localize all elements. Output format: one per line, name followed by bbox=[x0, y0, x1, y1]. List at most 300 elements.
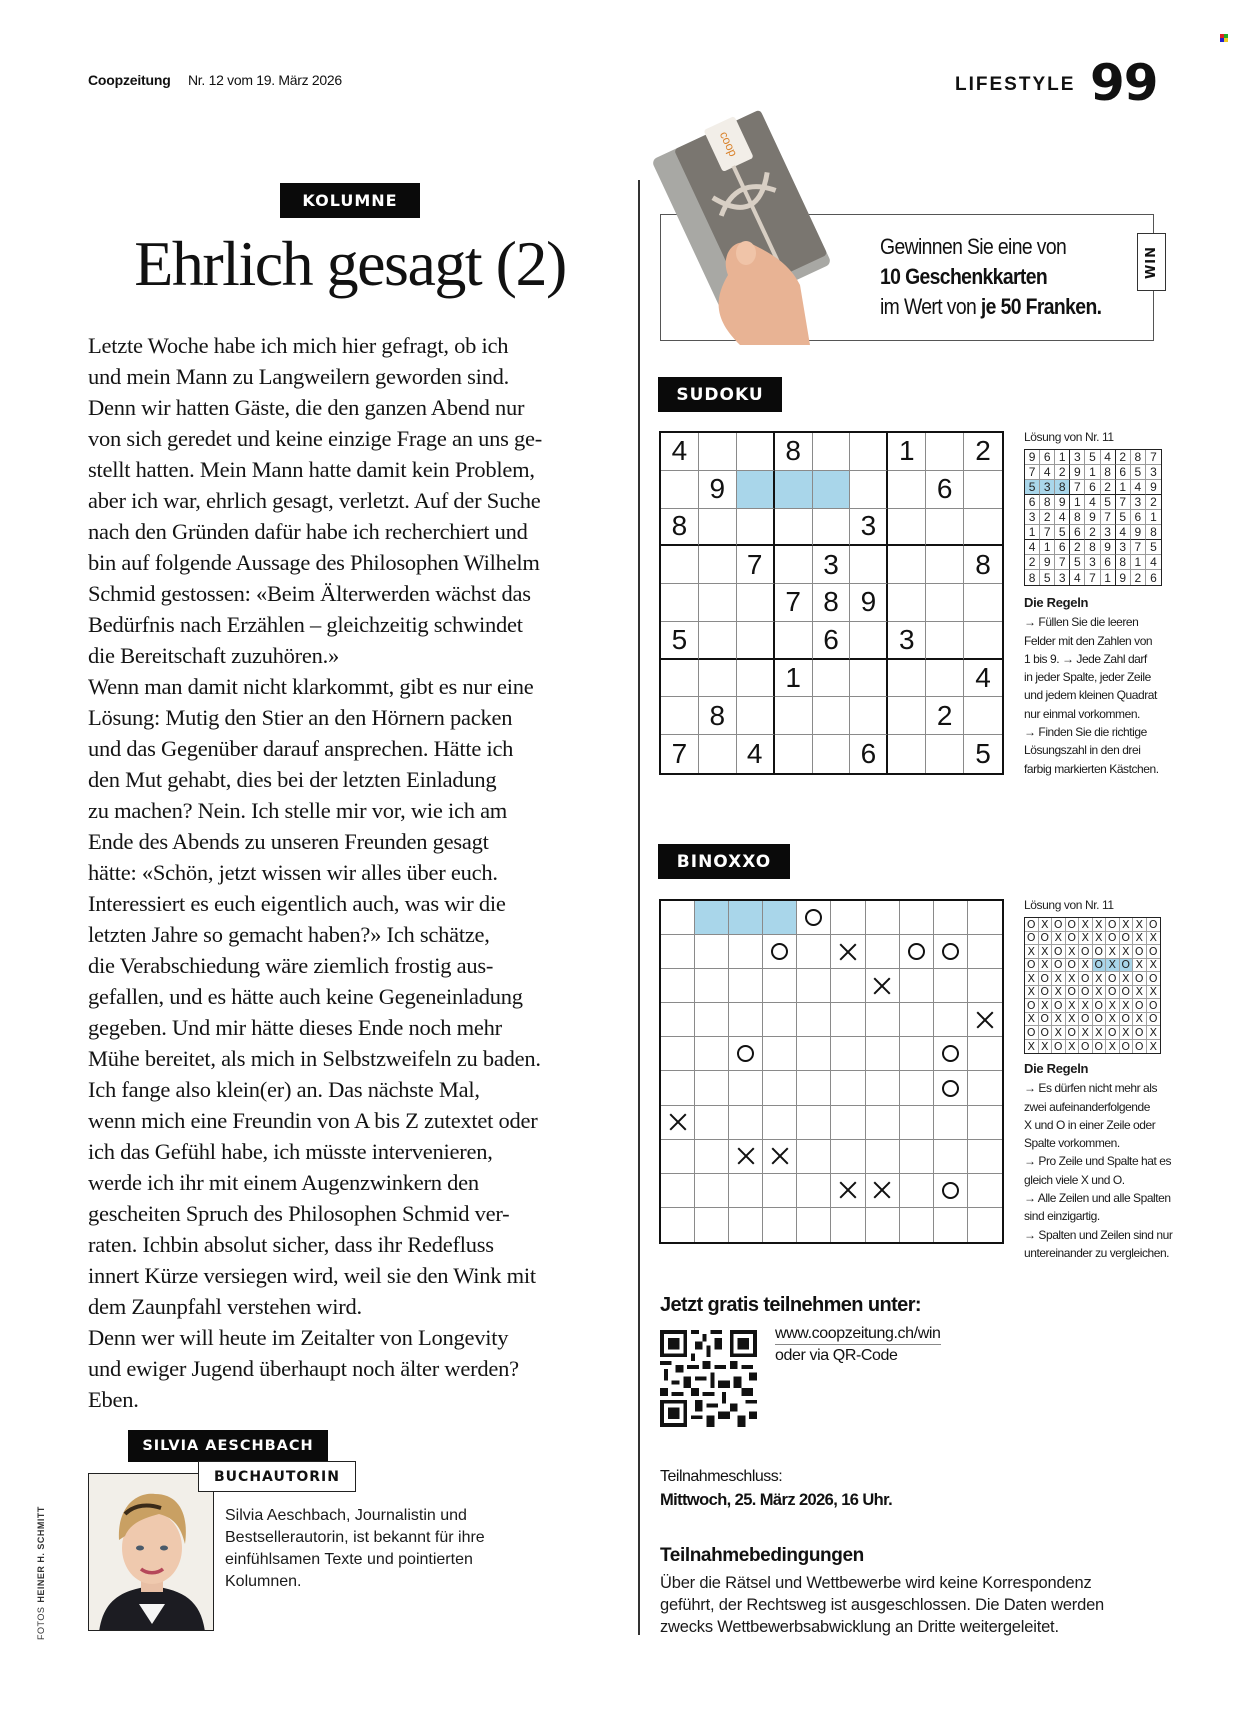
sudoku-cell[interactable] bbox=[775, 622, 813, 660]
binoxxo-solution-cell: X bbox=[1133, 986, 1147, 1000]
sudoku-grid[interactable] bbox=[659, 431, 1004, 775]
sudoku-cell[interactable] bbox=[699, 546, 737, 584]
sudoku-cell[interactable]: 8 bbox=[699, 697, 737, 735]
binoxxo-cell[interactable] bbox=[831, 1003, 865, 1037]
binoxxo-cell[interactable] bbox=[797, 1003, 831, 1037]
binoxxo-cell[interactable] bbox=[900, 1003, 934, 1037]
sudoku-solution-cell: 9 bbox=[1055, 495, 1070, 510]
binoxxo-cell[interactable] bbox=[934, 935, 968, 969]
sudoku-cell[interactable] bbox=[813, 471, 851, 509]
sudoku-cell[interactable] bbox=[850, 697, 888, 735]
sudoku-cell[interactable] bbox=[775, 735, 813, 773]
binoxxo-cell[interactable] bbox=[729, 969, 763, 1003]
sudoku-cell[interactable] bbox=[888, 546, 926, 584]
binoxxo-solution-cell: X bbox=[1052, 986, 1066, 1000]
binoxxo-solution-cell: O bbox=[1133, 999, 1147, 1013]
binoxxo-cell[interactable] bbox=[968, 1208, 1002, 1242]
sudoku-cell[interactable] bbox=[737, 697, 775, 735]
binoxxo-cell[interactable] bbox=[661, 901, 695, 935]
binoxxo-solution-cell: O bbox=[1133, 1026, 1147, 1040]
binoxxo-cell[interactable] bbox=[661, 1003, 695, 1037]
binoxxo-solution-cell: O bbox=[1120, 1013, 1134, 1027]
sudoku-cell[interactable] bbox=[926, 660, 964, 698]
sudoku-cell[interactable] bbox=[926, 622, 964, 660]
binoxxo-cell[interactable] bbox=[968, 901, 1002, 935]
binoxxo-cell[interactable] bbox=[661, 1208, 695, 1242]
binoxxo-solution-cell: X bbox=[1039, 999, 1053, 1013]
binoxxo-solution-cell: X bbox=[1052, 1026, 1066, 1040]
sudoku-cell[interactable]: 6 bbox=[850, 735, 888, 773]
rule-line: → Es dürfen nicht mehr als bbox=[1024, 1081, 1158, 1096]
binoxxo-solution-cell: O bbox=[1147, 945, 1161, 959]
sudoku-solution-cell: 2 bbox=[1146, 495, 1161, 510]
binoxxo-solution-cell: X bbox=[1106, 945, 1120, 959]
sudoku-cell[interactable]: 7 bbox=[661, 735, 699, 773]
binoxxo-solution-cell: X bbox=[1093, 918, 1107, 932]
binoxxo-solution-cell: X bbox=[1093, 972, 1107, 986]
sudoku-cell[interactable]: 4 bbox=[737, 735, 775, 773]
binoxxo-cell[interactable] bbox=[729, 901, 763, 935]
binoxxo-cell[interactable] bbox=[695, 1174, 729, 1208]
binoxxo-solution-cell: X bbox=[1039, 1040, 1053, 1054]
binoxxo-solution-cell: X bbox=[1120, 918, 1134, 932]
sudoku-cell[interactable]: 7 bbox=[737, 546, 775, 584]
binoxxo-cell[interactable] bbox=[866, 1140, 900, 1174]
binoxxo-cell[interactable] bbox=[695, 1037, 729, 1071]
binoxxo-cell[interactable] bbox=[763, 1106, 797, 1140]
sudoku-cell[interactable] bbox=[775, 546, 813, 584]
qr-code-icon[interactable] bbox=[660, 1330, 757, 1427]
binoxxo-cell[interactable] bbox=[763, 1071, 797, 1105]
terms-line: Über die Rätsel und Wettbewerbe wird keine Korrespondenz bbox=[660, 1574, 1092, 1592]
sudoku-cell[interactable]: 4 bbox=[661, 433, 699, 471]
binoxxo-cell[interactable] bbox=[900, 1208, 934, 1242]
sudoku-cell[interactable] bbox=[850, 660, 888, 698]
sudoku-cell[interactable] bbox=[850, 546, 888, 584]
binoxxo-cell[interactable] bbox=[934, 1174, 968, 1208]
binoxxo-solution-cell: O bbox=[1106, 986, 1120, 1000]
binoxxo-cell[interactable] bbox=[968, 969, 1002, 1003]
cross-mark-icon bbox=[839, 1181, 857, 1199]
binoxxo-solution-cell: X bbox=[1106, 999, 1120, 1013]
sudoku-cell[interactable] bbox=[699, 509, 737, 547]
sudoku-cell[interactable] bbox=[926, 433, 964, 471]
sudoku-solution-cell: 5 bbox=[1040, 570, 1055, 585]
binoxxo-solution-cell: X bbox=[1093, 932, 1107, 946]
sudoku-solution-grid bbox=[1024, 449, 1162, 586]
sudoku-cell[interactable]: 3 bbox=[813, 546, 851, 584]
sudoku-cell[interactable]: 4 bbox=[964, 660, 1002, 698]
binoxxo-solution-cell: O bbox=[1052, 999, 1066, 1013]
sudoku-cell[interactable] bbox=[699, 584, 737, 622]
article-line: Lösung: Mutig den Stier an den Hörnern packen bbox=[88, 705, 513, 730]
sudoku-cell[interactable] bbox=[813, 433, 851, 471]
binoxxo-solution-cell: O bbox=[1106, 972, 1120, 986]
article-line: zu machen? Nein. Ich stelle mir vor, wie ich am bbox=[88, 798, 508, 823]
sudoku-cell[interactable] bbox=[737, 622, 775, 660]
photo-credit: FOTOSHEINER H. SCHMITT bbox=[36, 1506, 46, 1640]
cross-mark-icon bbox=[976, 1011, 994, 1029]
sudoku-cell[interactable] bbox=[699, 622, 737, 660]
sudoku-cell[interactable]: 1 bbox=[888, 433, 926, 471]
circle-mark-icon bbox=[737, 1045, 754, 1062]
binoxxo-cell[interactable] bbox=[763, 1208, 797, 1242]
binoxxo-solution-cell: O bbox=[1147, 999, 1161, 1013]
binoxxo-solution-cell: X bbox=[1120, 1026, 1134, 1040]
sudoku-solution-cell: 7 bbox=[1040, 525, 1055, 540]
sudoku-solution-cell: 4 bbox=[1070, 570, 1085, 585]
binoxxo-cell[interactable] bbox=[934, 901, 968, 935]
sudoku-solution-cell: 3 bbox=[1070, 450, 1085, 465]
binoxxo-cell[interactable] bbox=[661, 969, 695, 1003]
binoxxo-cell[interactable] bbox=[763, 1037, 797, 1071]
binoxxo-cell[interactable] bbox=[729, 935, 763, 969]
binoxxo-cell[interactable] bbox=[866, 901, 900, 935]
sudoku-cell[interactable]: 5 bbox=[661, 622, 699, 660]
binoxxo-solution-cell: X bbox=[1147, 986, 1161, 1000]
binoxxo-cell[interactable] bbox=[729, 1037, 763, 1071]
binoxxo-cell[interactable] bbox=[968, 935, 1002, 969]
page-number: 99 bbox=[1090, 54, 1158, 112]
sudoku-solution-cell: 2 bbox=[1101, 480, 1116, 495]
sudoku-cell[interactable] bbox=[737, 471, 775, 509]
binoxxo-cell[interactable] bbox=[695, 1071, 729, 1105]
binoxxo-solution-cell: O bbox=[1093, 999, 1107, 1013]
sudoku-cell[interactable] bbox=[964, 584, 1002, 622]
binoxxo-solution-cell: O bbox=[1052, 959, 1066, 973]
sudoku-solution-cell: 6 bbox=[1055, 540, 1070, 555]
binoxxo-solution-cell: O bbox=[1106, 932, 1120, 946]
sudoku-cell[interactable]: 3 bbox=[888, 622, 926, 660]
sudoku-cell[interactable] bbox=[850, 433, 888, 471]
sudoku-label: SUDOKU bbox=[658, 377, 782, 412]
binoxxo-cell[interactable] bbox=[900, 1037, 934, 1071]
sudoku-cell[interactable] bbox=[661, 660, 699, 698]
sudoku-cell[interactable]: 9 bbox=[850, 584, 888, 622]
binoxxo-cell[interactable] bbox=[763, 969, 797, 1003]
binoxxo-solution-cell: X bbox=[1093, 986, 1107, 1000]
article-line: Eben. bbox=[88, 1387, 139, 1412]
binoxxo-cell[interactable] bbox=[900, 1071, 934, 1105]
binoxxo-cell[interactable] bbox=[968, 1106, 1002, 1140]
sudoku-solution-cell: 7 bbox=[1116, 495, 1131, 510]
sudoku-solution-cell: 5 bbox=[1070, 555, 1085, 570]
sudoku-solution-cell: 1 bbox=[1070, 495, 1085, 510]
sudoku-cell[interactable] bbox=[964, 697, 1002, 735]
sudoku-solution-cell: 3 bbox=[1116, 540, 1131, 555]
binoxxo-grid[interactable] bbox=[659, 899, 1004, 1244]
binoxxo-rules bbox=[1024, 1060, 1184, 1262]
rule-line: X und O in einer Zeile oder bbox=[1024, 1117, 1156, 1132]
binoxxo-cell[interactable] bbox=[797, 901, 831, 935]
binoxxo-cell[interactable] bbox=[831, 901, 865, 935]
binoxxo-cell[interactable] bbox=[934, 969, 968, 1003]
binoxxo-cell[interactable] bbox=[968, 1071, 1002, 1105]
binoxxo-cell[interactable] bbox=[900, 1106, 934, 1140]
sudoku-cell[interactable] bbox=[888, 735, 926, 773]
binoxxo-cell[interactable] bbox=[797, 935, 831, 969]
sudoku-solution-cell: 4 bbox=[1025, 540, 1040, 555]
sudoku-cell[interactable]: 7 bbox=[775, 584, 813, 622]
sudoku-solution-cell: 8 bbox=[1040, 495, 1055, 510]
binoxxo-solution-cell: O bbox=[1120, 1040, 1134, 1054]
rule-line: → Alle Zeilen und alle Spalten bbox=[1024, 1191, 1171, 1206]
binoxxo-solution-cell: O bbox=[1066, 932, 1080, 946]
article-line: dem Zaunpfahl verstehen wird. bbox=[88, 1294, 362, 1319]
sudoku-solution-cell: 1 bbox=[1101, 570, 1116, 585]
binoxxo-solution-cell: X bbox=[1066, 1040, 1080, 1054]
binoxxo-cell[interactable] bbox=[661, 935, 695, 969]
sudoku-cell[interactable]: 8 bbox=[964, 546, 1002, 584]
sudoku-cell[interactable] bbox=[964, 471, 1002, 509]
binoxxo-cell[interactable] bbox=[763, 901, 797, 935]
article-line: Bedürfnis nach Erzählen – gleichzeitig schwindet bbox=[88, 612, 523, 637]
binoxxo-cell[interactable] bbox=[763, 1140, 797, 1174]
binoxxo-cell[interactable] bbox=[968, 1174, 1002, 1208]
article-line: gefallen, und es hätte auch keine Gegeneinladung bbox=[88, 984, 523, 1009]
binoxxo-cell[interactable] bbox=[695, 935, 729, 969]
sudoku-solution-cell: 9 bbox=[1101, 540, 1116, 555]
sudoku-cell[interactable]: 8 bbox=[775, 433, 813, 471]
binoxxo-cell[interactable] bbox=[729, 1003, 763, 1037]
sudoku-cell[interactable] bbox=[661, 546, 699, 584]
article-line: und ewiger Jugend überhaupt noch älter werden? bbox=[88, 1356, 519, 1381]
sudoku-cell[interactable] bbox=[699, 735, 737, 773]
sudoku-cell[interactable] bbox=[813, 735, 851, 773]
binoxxo-cell[interactable] bbox=[831, 1174, 865, 1208]
binoxxo-cell[interactable] bbox=[934, 1071, 968, 1105]
binoxxo-cell[interactable] bbox=[934, 1037, 968, 1071]
sudoku-cell[interactable] bbox=[888, 660, 926, 698]
sudoku-solution-cell: 2 bbox=[1131, 570, 1146, 585]
article-line: Denn wir hatten Gäste, die den ganzen Abend nur bbox=[88, 395, 525, 420]
sudoku-solution-cell: 1 bbox=[1131, 555, 1146, 570]
binoxxo-cell[interactable] bbox=[695, 969, 729, 1003]
binoxxo-solution-cell: X bbox=[1039, 959, 1053, 973]
sudoku-cell[interactable] bbox=[737, 433, 775, 471]
binoxxo-cell[interactable] bbox=[831, 1071, 865, 1105]
sudoku-cell[interactable] bbox=[850, 471, 888, 509]
binoxxo-cell[interactable] bbox=[797, 1037, 831, 1071]
article-body bbox=[88, 330, 628, 1415]
binoxxo-cell[interactable] bbox=[661, 1071, 695, 1105]
sudoku-cell[interactable] bbox=[888, 697, 926, 735]
sudoku-cell[interactable]: 1 bbox=[775, 660, 813, 698]
binoxxo-cell[interactable] bbox=[729, 1071, 763, 1105]
binoxxo-cell[interactable] bbox=[900, 935, 934, 969]
binoxxo-solution-cell: O bbox=[1120, 986, 1134, 1000]
binoxxo-cell[interactable] bbox=[797, 1140, 831, 1174]
sudoku-rules-title: Die Regeln bbox=[1024, 595, 1089, 610]
rule-line: untereinander zu vergleichen. bbox=[1024, 1245, 1170, 1260]
sudoku-cell[interactable] bbox=[926, 509, 964, 547]
sudoku-cell[interactable]: 2 bbox=[964, 433, 1002, 471]
deadline-label: Teilnahmeschluss: bbox=[660, 1468, 783, 1485]
sudoku-cell[interactable] bbox=[775, 509, 813, 547]
rule-line: 1 bis 9. → Jede Zahl darf bbox=[1024, 651, 1147, 666]
binoxxo-solution-cell: O bbox=[1025, 932, 1039, 946]
binoxxo-cell[interactable] bbox=[968, 1003, 1002, 1037]
binoxxo-cell[interactable] bbox=[968, 1140, 1002, 1174]
column-label: KOLUMNE bbox=[280, 183, 420, 218]
binoxxo-solution-cell: O bbox=[1025, 1026, 1039, 1040]
binoxxo-solution-cell: O bbox=[1066, 986, 1080, 1000]
sudoku-cell[interactable] bbox=[850, 622, 888, 660]
sudoku-cell[interactable] bbox=[661, 584, 699, 622]
binoxxo-cell[interactable] bbox=[866, 1003, 900, 1037]
rule-line: → Füllen Sie die leeren bbox=[1024, 615, 1139, 630]
binoxxo-cell[interactable] bbox=[729, 1208, 763, 1242]
binoxxo-cell[interactable] bbox=[729, 1140, 763, 1174]
rule-line: in jeder Spalte, jeder Zeile bbox=[1024, 670, 1151, 685]
sudoku-cell[interactable] bbox=[813, 509, 851, 547]
binoxxo-cell[interactable] bbox=[695, 1208, 729, 1242]
sudoku-solution-cell: 4 bbox=[1101, 450, 1116, 465]
binoxxo-cell[interactable] bbox=[866, 1106, 900, 1140]
sudoku-solution-cell: 6 bbox=[1085, 480, 1100, 495]
binoxxo-cell[interactable] bbox=[797, 1208, 831, 1242]
binoxxo-cell[interactable] bbox=[866, 1037, 900, 1071]
article-line: letzten Jahre so gemacht haben?» Ich schätze, bbox=[88, 922, 490, 947]
sudoku-cell[interactable] bbox=[737, 509, 775, 547]
binoxxo-cell[interactable] bbox=[763, 1003, 797, 1037]
cross-mark-icon bbox=[873, 977, 891, 995]
article-line: und mein Mann zu Langweilern geworden sind. bbox=[88, 364, 510, 389]
sudoku-cell[interactable] bbox=[888, 584, 926, 622]
binoxxo-cell[interactable] bbox=[729, 1106, 763, 1140]
binoxxo-cell[interactable] bbox=[695, 1106, 729, 1140]
sudoku-cell[interactable] bbox=[964, 622, 1002, 660]
article-line: nach den Gründen dafür habe ich recherchiert und bbox=[88, 519, 528, 544]
binoxxo-cell[interactable] bbox=[695, 1140, 729, 1174]
binoxxo-cell[interactable] bbox=[934, 1208, 968, 1242]
sudoku-solution-cell: 4 bbox=[1085, 495, 1100, 510]
sudoku-solution-cell: 4 bbox=[1116, 525, 1131, 540]
binoxxo-cell[interactable] bbox=[661, 1037, 695, 1071]
sudoku-cell[interactable]: 9 bbox=[699, 471, 737, 509]
binoxxo-cell[interactable] bbox=[695, 1003, 729, 1037]
binoxxo-cell[interactable] bbox=[763, 1174, 797, 1208]
binoxxo-cell[interactable] bbox=[934, 1140, 968, 1174]
binoxxo-cell[interactable] bbox=[831, 1106, 865, 1140]
binoxxo-cell[interactable] bbox=[695, 901, 729, 935]
sudoku-cell[interactable] bbox=[813, 660, 851, 698]
sudoku-cell[interactable] bbox=[926, 584, 964, 622]
rule-line: nur einmal vorkommen. bbox=[1024, 706, 1140, 721]
sudoku-cell[interactable] bbox=[661, 697, 699, 735]
terms-line: zwecks Wettbewerbsabwicklung an Dritte weitergeleitet. bbox=[660, 1618, 1059, 1636]
sudoku-solution-cell: 3 bbox=[1055, 570, 1070, 585]
binoxxo-cell[interactable] bbox=[934, 1003, 968, 1037]
binoxxo-cell[interactable] bbox=[797, 969, 831, 1003]
binoxxo-cell[interactable] bbox=[968, 1037, 1002, 1071]
binoxxo-solution-cell: O bbox=[1079, 1013, 1093, 1027]
binoxxo-cell[interactable] bbox=[831, 1140, 865, 1174]
binoxxo-cell[interactable] bbox=[866, 1071, 900, 1105]
rule-line: gleich viele X und O. bbox=[1024, 1172, 1125, 1187]
sudoku-cell[interactable] bbox=[813, 697, 851, 735]
binoxxo-cell[interactable] bbox=[763, 935, 797, 969]
binoxxo-solution-cell: X bbox=[1147, 932, 1161, 946]
sudoku-cell[interactable]: 6 bbox=[926, 471, 964, 509]
sudoku-solution-cell: 9 bbox=[1146, 480, 1161, 495]
sudoku-cell[interactable] bbox=[661, 471, 699, 509]
article-line: Wenn man damit nicht klarkommt, gibt es nur eine bbox=[88, 674, 534, 699]
binoxxo-solution-cell: O bbox=[1039, 986, 1053, 1000]
sudoku-cell[interactable] bbox=[926, 735, 964, 773]
sudoku-cell[interactable] bbox=[699, 433, 737, 471]
binoxxo-cell[interactable] bbox=[729, 1174, 763, 1208]
article-line: Denn wer will heute im Zeitalter von Longevity bbox=[88, 1325, 509, 1350]
article-line: aber ich war, ehrlich gesagt, verletzt. Auf der Suche bbox=[88, 488, 541, 513]
binoxxo-cell[interactable] bbox=[661, 1174, 695, 1208]
binoxxo-cell[interactable] bbox=[866, 935, 900, 969]
binoxxo-cell[interactable] bbox=[934, 1106, 968, 1140]
binoxxo-solution-cell: X bbox=[1066, 999, 1080, 1013]
sudoku-cell[interactable]: 6 bbox=[813, 622, 851, 660]
sudoku-solution-cell: 1 bbox=[1055, 450, 1070, 465]
article-line: die Verabschiedung wäre ziemlich frostig aus- bbox=[88, 953, 494, 978]
binoxxo-cell[interactable] bbox=[831, 1037, 865, 1071]
binoxxo-cell[interactable] bbox=[900, 969, 934, 1003]
binoxxo-cell[interactable] bbox=[866, 1174, 900, 1208]
sudoku-cell[interactable]: 3 bbox=[850, 509, 888, 547]
sudoku-rules bbox=[1024, 594, 1184, 778]
binoxxo-cell[interactable] bbox=[831, 969, 865, 1003]
sudoku-cell[interactable] bbox=[737, 660, 775, 698]
sudoku-cell[interactable] bbox=[737, 584, 775, 622]
sudoku-cell[interactable] bbox=[964, 509, 1002, 547]
sudoku-cell[interactable]: 8 bbox=[813, 584, 851, 622]
binoxxo-solution-cell: X bbox=[1106, 1013, 1120, 1027]
sudoku-cell[interactable] bbox=[888, 509, 926, 547]
article-line: Ende des Abends zu unseren Freunden gesagt bbox=[88, 829, 489, 854]
binoxxo-cell[interactable] bbox=[866, 969, 900, 1003]
binoxxo-cell[interactable] bbox=[797, 1174, 831, 1208]
participation-link[interactable]: www.coopzeitung.ch/win bbox=[775, 1325, 941, 1345]
sudoku-cell[interactable] bbox=[775, 471, 813, 509]
binoxxo-cell[interactable] bbox=[900, 1174, 934, 1208]
sudoku-cell[interactable] bbox=[888, 471, 926, 509]
sudoku-cell[interactable]: 8 bbox=[661, 509, 699, 547]
binoxxo-cell[interactable] bbox=[900, 1140, 934, 1174]
sudoku-cell[interactable] bbox=[775, 697, 813, 735]
sudoku-solution-cell: 8 bbox=[1131, 450, 1146, 465]
article-line: gegeben. Und mir hätte dieses Ende noch mehr bbox=[88, 1015, 502, 1040]
article-line: ich das Gefühl habe, ich müsste intervenieren, bbox=[88, 1139, 493, 1164]
binoxxo-cell[interactable] bbox=[900, 901, 934, 935]
sudoku-cell[interactable]: 2 bbox=[926, 697, 964, 735]
article-line: bin auf folgende Aussage des Philosophen Wilhelm bbox=[88, 550, 540, 575]
binoxxo-solution-cell: O bbox=[1093, 959, 1107, 973]
sudoku-solution-cell: 9 bbox=[1025, 450, 1040, 465]
rule-line: → Finden Sie die richtige bbox=[1024, 725, 1147, 740]
sudoku-cell[interactable] bbox=[699, 660, 737, 698]
binoxxo-cell[interactable] bbox=[831, 935, 865, 969]
binoxxo-cell[interactable] bbox=[661, 1106, 695, 1140]
binoxxo-solution-cell: X bbox=[1052, 1013, 1066, 1027]
binoxxo-cell[interactable] bbox=[661, 1140, 695, 1174]
binoxxo-cell[interactable] bbox=[866, 1208, 900, 1242]
sudoku-cell[interactable]: 5 bbox=[975, 738, 991, 770]
binoxxo-cell[interactable] bbox=[797, 1106, 831, 1140]
sudoku-cell[interactable] bbox=[926, 546, 964, 584]
binoxxo-cell[interactable] bbox=[797, 1071, 831, 1105]
binoxxo-solution-cell: X bbox=[1025, 1013, 1039, 1027]
sudoku-solution-cell: 1 bbox=[1040, 540, 1055, 555]
binoxxo-cell[interactable] bbox=[831, 1208, 865, 1242]
binoxxo-solution-cell: O bbox=[1052, 1040, 1066, 1054]
